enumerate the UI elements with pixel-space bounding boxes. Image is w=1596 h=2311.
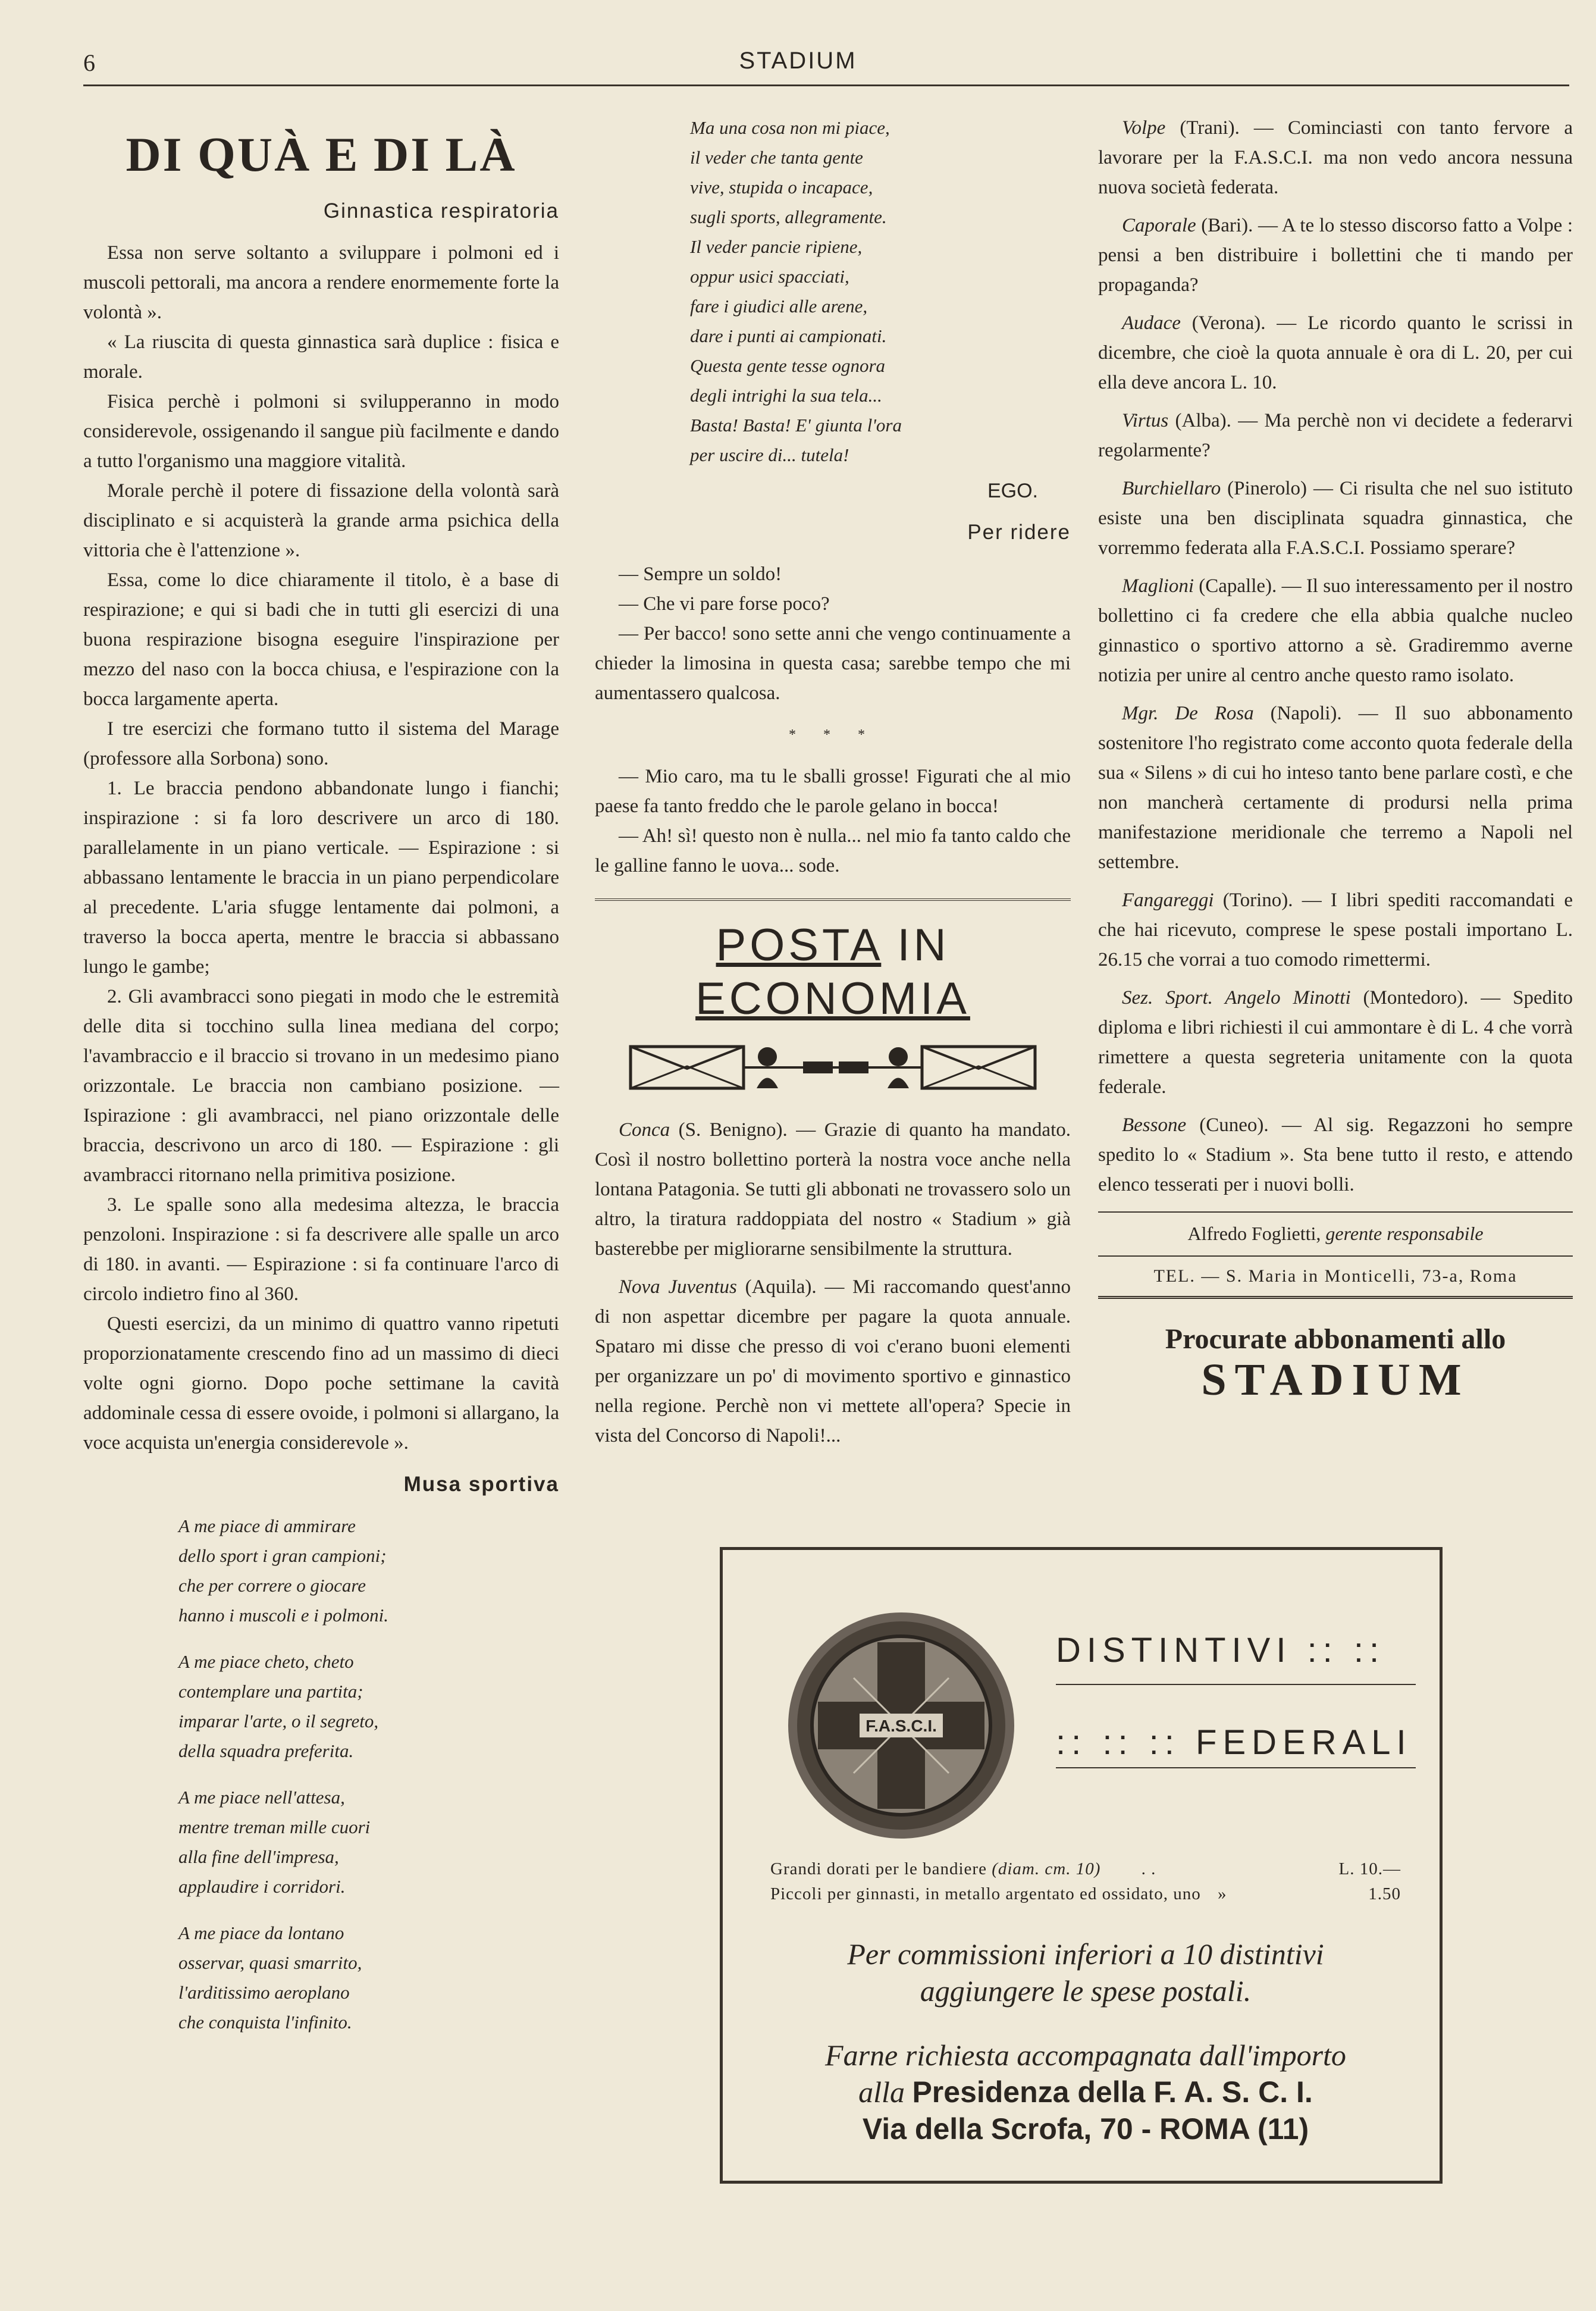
gerente-role: gerente responsabile bbox=[1325, 1223, 1484, 1244]
poem-line: Il veder pancie ripiene, bbox=[690, 236, 863, 257]
poem-line: della squadra preferita. bbox=[178, 1740, 354, 1761]
posta-name: Mgr. De Rosa bbox=[1122, 703, 1254, 724]
medal-inscription: F.A.S.C.I. bbox=[866, 1717, 937, 1735]
posta-text: — Le ricordo quanto le scrissi in dicembre, che cioè la quota annuale è ora di L. 20, per cui ella deve ancora L. 10. bbox=[1098, 312, 1573, 393]
poem-line: dare i punti ai campionati. bbox=[690, 325, 887, 346]
poem-line: dello sport i gran campioni; bbox=[178, 1545, 387, 1566]
poem-line: hanno i muscoli e i polmoni. bbox=[178, 1605, 389, 1626]
posta-entry bbox=[1098, 113, 1573, 202]
posta-entries-col3 bbox=[1098, 113, 1573, 1200]
posta-text: — Cominciasti con tanto fervore a lavorare per la F.A.S.C.I. ma non vedo ancora nessuna nuova società federata. bbox=[1098, 117, 1573, 198]
ad-order-address: Via della Scrofa, 70 - ROMA (11) bbox=[862, 2112, 1309, 2146]
promo-line-1: Procurate abbonamenti allo bbox=[1165, 1323, 1506, 1355]
promo-line-2: STADIUM bbox=[1201, 1355, 1470, 1405]
poem-stanza bbox=[178, 1647, 559, 1766]
poem-line: oppur usici spacciati, bbox=[690, 266, 849, 287]
poem-stanza bbox=[690, 351, 1071, 470]
ad-order-line-2 bbox=[758, 2075, 1413, 2109]
posta-place: (Bari). bbox=[1201, 215, 1253, 236]
joke-line: — Sempre un soldo! bbox=[619, 563, 782, 585]
posta-entries-col2 bbox=[595, 1115, 1071, 1451]
posta-entry bbox=[1098, 699, 1573, 877]
ad-distintivi-title: DISTINTIVI :: :: bbox=[1056, 1631, 1385, 1670]
distintivi-advertisement bbox=[720, 1547, 1443, 2184]
poem-line: l'arditissimo aeroplano bbox=[178, 1982, 350, 2003]
ad-rule-top bbox=[1056, 1684, 1416, 1685]
poem-line: degli intrighi la sua tela... bbox=[690, 385, 882, 406]
posta-name: Bessone bbox=[1122, 1114, 1187, 1136]
section-title-per-ridere: Per ridere bbox=[967, 521, 1071, 544]
price-small-value: 1.50 bbox=[1368, 1884, 1401, 1903]
musa-sportiva-poem-continued bbox=[690, 113, 1071, 470]
telephone-address-line: TEL. — S. Maria in Monticelli, 73-a, Roma bbox=[1098, 1255, 1573, 1299]
posta-entry bbox=[595, 1272, 1071, 1451]
poem-line: il veder che tanta gente bbox=[690, 147, 863, 168]
jokes-block-2 bbox=[595, 762, 1071, 881]
posta-place: (Montedoro). bbox=[1363, 987, 1469, 1009]
posta-place: (Verona). bbox=[1191, 312, 1266, 334]
posta-place: (Aquila). bbox=[745, 1276, 817, 1298]
posta-entry bbox=[1098, 474, 1573, 563]
posta-word: POSTA bbox=[716, 920, 882, 970]
posta-place: (Trani). bbox=[1180, 117, 1240, 139]
poem-stanza bbox=[690, 232, 1071, 351]
poem-line: A me piace nell'attesa, bbox=[178, 1787, 345, 1808]
column-2 bbox=[595, 113, 1071, 1459]
poem-line: A me piace da lontano bbox=[178, 1922, 344, 1943]
poem-stanza bbox=[178, 1918, 559, 2037]
article-paragraph: 1. Le braccia pendono abbandonate lungo i fianchi; inspirazione : si fa loro descrivere un arco di 180. parallelamente in un piano verticale. — Espirazione : si abbassano lentamente le braccia in un piano perpendicolare al precedente. L'aria sfugge lentamente dai polmoni, a traverso la bocca aperta, mentre le braccia si abbassano lungo le gambe; bbox=[83, 778, 559, 978]
poem-line: imparar l'arte, o il segreto, bbox=[178, 1711, 379, 1731]
posta-entry bbox=[1098, 983, 1573, 1102]
posta-entry bbox=[1098, 571, 1573, 690]
section-title-ginnastica: Ginnastica respiratoria bbox=[323, 199, 559, 223]
posta-name: Nova Juventus bbox=[619, 1276, 737, 1298]
gerente-name: Alfredo Foglietti, bbox=[1187, 1223, 1321, 1244]
posta-text: — Il suo interessamento per il nostro bollettino ci fa credere che ella abbia qualche nucleo ginnastico o sportivo attorno a sè. Gradiremmo averne notizia per unire al centro anche questo ramo isolato. bbox=[1098, 575, 1573, 686]
running-title: STADIUM bbox=[739, 48, 857, 74]
posta-entry bbox=[1098, 308, 1573, 397]
ad-rule-bottom bbox=[1056, 1767, 1416, 1768]
posta-text: — Al sig. Regazzoni ho sempre spedito lo « Stadium ». Sta bene tutto il resto, e attendo elenco tesserati per i nuovi bolli. bbox=[1098, 1114, 1573, 1195]
poem-line: per uscire di... tutela! bbox=[690, 444, 849, 465]
posta-place: (Cuneo). bbox=[1199, 1114, 1269, 1136]
posta-text: — Grazie di quanto ha mandato. Così il nostro bollettino porterà la nostra voce anche nella lontana Patagonia. Se tutti gli abbonati ne trovassero solo un altro, la tiratura raddoppiata del nostro « Stadium » già basterebbe per migliorarne sensibilmente la struttura. bbox=[595, 1119, 1071, 1260]
posta-name: Audace bbox=[1122, 312, 1181, 334]
poem-line: A me piace di ammirare bbox=[178, 1515, 356, 1536]
posta-place: (Torino). bbox=[1222, 890, 1293, 911]
article-paragraph: I tre esercizi che formano tutto il sistema del Marage (professore alla Sorbona) sono. bbox=[83, 718, 559, 769]
article-title: DI QUÀ E DI LÀ bbox=[126, 127, 517, 181]
posta-name: Virtus bbox=[1122, 410, 1169, 431]
section-rule bbox=[595, 898, 1071, 901]
jokes-block-1 bbox=[595, 559, 1071, 708]
poem-line: A me piace cheto, cheto bbox=[178, 1651, 354, 1672]
header-rule bbox=[83, 84, 1569, 86]
ginnastica-article bbox=[83, 238, 559, 1458]
price-large-dots: . . bbox=[1141, 1859, 1156, 1878]
poem-line: fare i giudici alle arene, bbox=[690, 296, 868, 317]
article-paragraph: 2. Gli avambracci sono piegati in modo che le estremità delle dita si tocchino sulla linea mediana del corpo; l'avambraccio e il braccio si trovano in un medesimo piano orizzontale. Le braccia non cambiano posizione. — Ispirazione : gli avambracci, nel piano orizzontale delle braccia, descrivono un arco di 180. — Espirazione : gli avambracci ritornano nella primitiva posizione. bbox=[83, 986, 559, 1186]
poem-stanza bbox=[690, 113, 1071, 232]
ad-note-line-1: Per commissioni inferiori a 10 distintivi bbox=[847, 1937, 1324, 1971]
posta-place: (Napoli). bbox=[1270, 703, 1342, 724]
article-paragraph: Questi esercizi, da un minimo di quattro vanno ripetuti proporzionatamente crescendo fino ad un massimo di dieci volte ogni giorno. Dopo poche settimane la cavità addominale cessa di essere ovoide, i polmoni si allargano, la voce acquista un'energia considerevole ». bbox=[83, 1313, 559, 1454]
price-row-small bbox=[770, 1884, 1401, 1904]
ad-order-presidenza: Presidenza della F. A. S. C. I. bbox=[912, 2075, 1313, 2109]
joke-line: — Ah! sì! questo non è nulla... nel mio fa tanto caldo che le galline fanno le uova... sode. bbox=[595, 825, 1071, 876]
poem-line: Ma una cosa non mi piace, bbox=[690, 117, 890, 138]
price-large-label: Grandi dorati per le bandiere bbox=[770, 1859, 987, 1878]
poem-line: alla fine dell'impresa, bbox=[178, 1846, 339, 1867]
posta-name: Maglioni bbox=[1122, 575, 1194, 597]
ad-order-alla: alla bbox=[858, 2075, 905, 2109]
article-paragraph: « La riuscita di questa ginnastica sarà duplice : fisica e morale. bbox=[83, 331, 559, 383]
posta-name: Volpe bbox=[1122, 117, 1166, 139]
poem-line: mentre treman mille cuori bbox=[178, 1817, 371, 1837]
posta-entry bbox=[1098, 406, 1573, 465]
poem-line: Basta! Basta! E' giunta l'ora bbox=[690, 415, 902, 436]
ad-order-line-1: Farne richiesta accompagnata dall'importo bbox=[825, 2038, 1346, 2072]
posta-entry bbox=[595, 1115, 1071, 1264]
section-title-musa: Musa sportiva bbox=[403, 1473, 559, 1496]
poem-line: che per correre o giocare bbox=[178, 1575, 366, 1596]
price-large-note: (diam. cm. 10) bbox=[992, 1859, 1101, 1878]
poem-stanza bbox=[178, 1511, 559, 1630]
gerente-line bbox=[1098, 1211, 1573, 1248]
posta-place: (Capalle). bbox=[1199, 575, 1277, 597]
ad-order-line-3 bbox=[758, 2112, 1413, 2146]
posta-name: Conca bbox=[619, 1119, 670, 1141]
column-3 bbox=[1098, 113, 1573, 1404]
musa-sportiva-poem bbox=[178, 1511, 559, 2037]
poem-line: che conquista l'infinito. bbox=[178, 2012, 352, 2033]
article-paragraph: Essa non serve soltanto a sviluppare i polmoni ed i muscoli pettorali, ma ancora a rendere enormemente forte la volontà ». bbox=[83, 242, 559, 323]
posta-heading bbox=[595, 919, 1071, 1026]
joke-line: — Mio caro, ma tu le sballi grosse! Figurati che al mio paese fa tanto freddo che le parole gelano in bocca! bbox=[595, 766, 1071, 817]
posta-name: Caporale bbox=[1122, 215, 1196, 236]
posta-name: Sez. Sport. Angelo Minotti bbox=[1122, 987, 1351, 1009]
ad-federali-title: :: :: :: FEDERALI bbox=[1056, 1723, 1412, 1762]
poem-line: applaudire i corridori. bbox=[178, 1876, 346, 1897]
article-paragraph: 3. Le spalle sono alla medesima altezza, le braccia penzoloni. Inspirazione : si fa descrivere alle spalle un arco di 180. in avanti. — Espirazione : si fa continuare l'arco di circolo indietro fino al 360. bbox=[83, 1194, 559, 1305]
poem-line: vive, stupida o incapace, bbox=[690, 177, 873, 198]
article-paragraph: Morale perchè il potere di fissazione della volontà sarà disciplinato e si acquisterà la grande arma psichica della vittoria che è l'attenzione ». bbox=[83, 480, 559, 561]
posta-text: — A te lo stesso discorso fatto a Volpe : pensi a ben distribuire i bollettini che ti mando per propaganda? bbox=[1098, 215, 1573, 296]
price-small-label: Piccoli per ginnasti, in metallo argentato ed ossidato, uno bbox=[770, 1884, 1201, 1903]
posta-text: — Il suo abbonamento sostenitore l'ho registrato come acconto quota federale della sua « Silens » di cui ho inteso tanto bene parlare costì, e che non mancherà certamente di prodursi nella prima manifestazione meridionale che terremo a Napoli nel settembre. bbox=[1098, 703, 1573, 873]
joke-line: — Che vi pare forse poco? bbox=[619, 593, 830, 615]
posta-entry bbox=[1098, 1110, 1573, 1200]
poem-stanza bbox=[178, 1783, 559, 1902]
poem-line: contemplare una partita; bbox=[178, 1681, 363, 1702]
posta-name: Burchiellaro bbox=[1122, 478, 1221, 499]
article-paragraph: Fisica perchè i polmoni si svilupperanno in modo considerevole, ossigenando il sangue più facilmente e dando a tutto l'organismo una maggiore vitalità. bbox=[83, 391, 559, 472]
asterisks-divider: * * * bbox=[789, 727, 877, 743]
posta-place: (Alba). bbox=[1175, 410, 1231, 431]
posta-text: — Spedito diploma e libri richiesti il cui ammontare è di L. 4 che vorrà rimettere a questa segreteria unitamente con la quota federale. bbox=[1098, 987, 1573, 1098]
posta-name: Fangareggi bbox=[1122, 890, 1214, 911]
posta-text: — Ma perchè non vi decidete a federarvi regolarmente? bbox=[1098, 410, 1573, 461]
postal-envelope-illustration-icon bbox=[625, 1032, 1041, 1097]
price-row-large bbox=[770, 1859, 1401, 1879]
posta-text: — Ci risulta che nel suo istituto esiste una ben disciplinata squadra ginnastica, che vorremmo federata alla F.A.S.C.I. Possiamo sperare? bbox=[1098, 478, 1573, 559]
posta-place: (Pinerolo) bbox=[1227, 478, 1307, 499]
ad-note-line-2: aggiungere le spese postali. bbox=[920, 1974, 1252, 2008]
page-number: 6 bbox=[83, 49, 95, 76]
joke-line: — Per bacco! sono sette anni che vengo continuamente a chieder la limosina in questa casa; sarebbe tempo che mi aumentassero qualcosa. bbox=[595, 623, 1071, 704]
posta-place: (S. Benigno). bbox=[678, 1119, 788, 1141]
posta-entry bbox=[1098, 885, 1573, 975]
posta-text: — I libri spediti raccomandati e che hai ricevuto, comprese le spese postali importano L. 26.15 che vorrai a tuo comodo rimettermi. bbox=[1098, 890, 1573, 970]
price-large-value: L. 10.— bbox=[1338, 1859, 1401, 1878]
poem-line: sugli sports, allegramente. bbox=[690, 206, 887, 227]
poem-signature: EGO. bbox=[987, 480, 1038, 502]
poem-line: Questa gente tesse ognora bbox=[690, 355, 886, 376]
column-1 bbox=[83, 113, 559, 2054]
posta-entry bbox=[1098, 211, 1573, 300]
posta-text: — Mi raccomando quest'anno di non aspettar dicembre per pagare la quota annuale. Spataro mi disse che presso di voi c'erano buoni elementi per organizzare un po' di movimento sportivo e ginnastico nella regione. Perchè non vi mettete all'opera? Specie in vista del Concorso di Napoli!... bbox=[595, 1276, 1071, 1446]
economia-word: ECONOMIA bbox=[695, 973, 970, 1024]
posta-word-in: IN bbox=[897, 920, 950, 970]
federal-badge-medal-icon bbox=[782, 1607, 1020, 1845]
poem-line: osservar, quasi smarrito, bbox=[178, 1952, 362, 1973]
article-paragraph: Essa, come lo dice chiaramente il titolo, è a base di respirazione; e qui si badi che in tutti gli esercizi di una buona respirazione bisogna eseguire l'inspirazione per mezzo del naso con la bocca chiusa, e l'espirazione con la bocca largamente aperta. bbox=[83, 569, 559, 710]
price-small-mark: » bbox=[1217, 1884, 1227, 1903]
